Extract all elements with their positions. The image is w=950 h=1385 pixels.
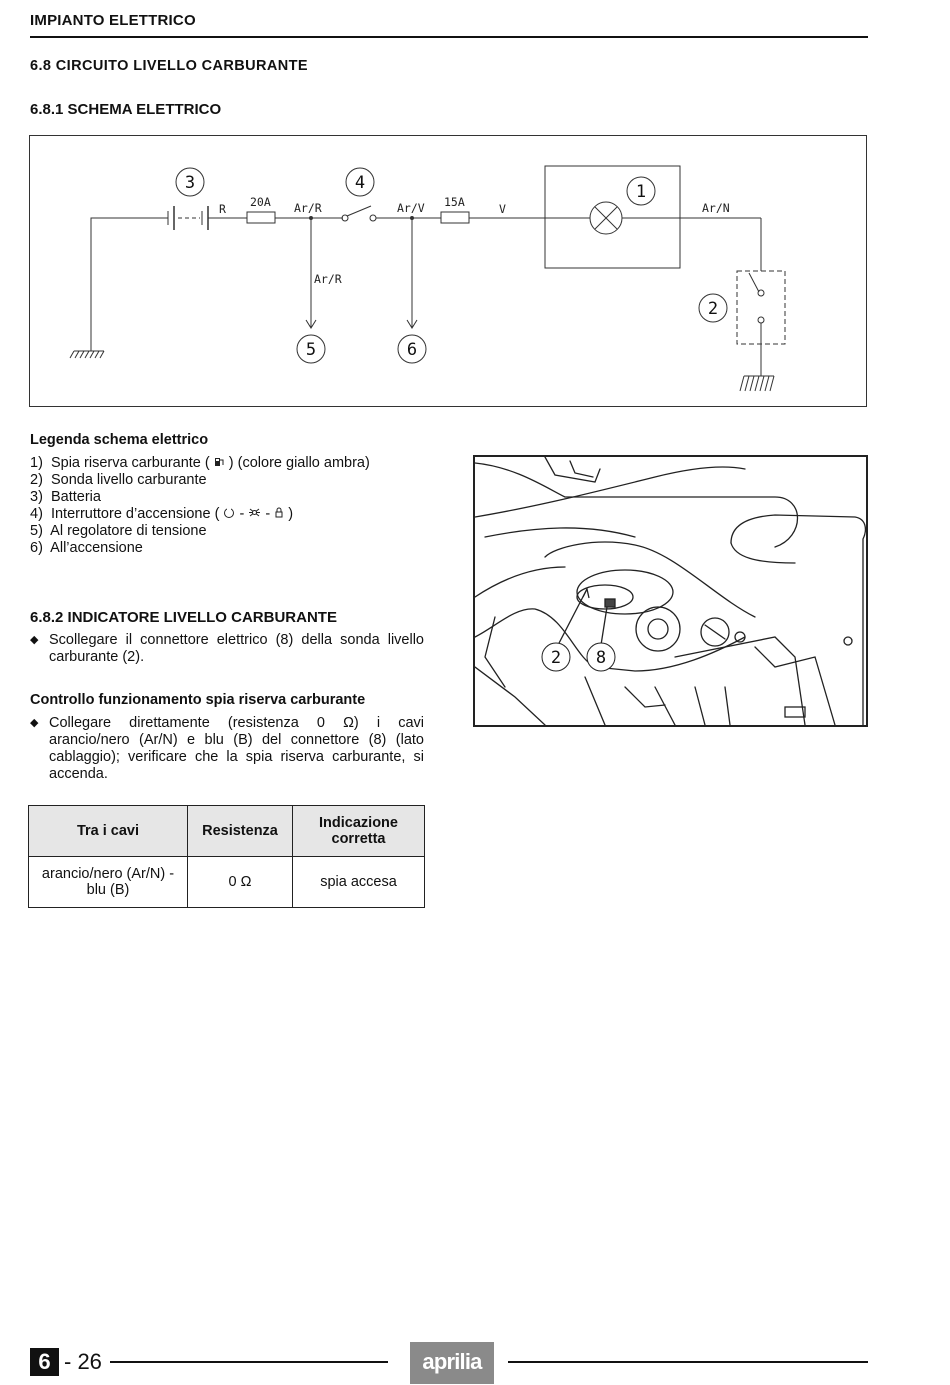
table-row	[29, 857, 425, 908]
photo-callout-8: 8	[595, 648, 607, 668]
legend-item: 6) All’accensione	[30, 540, 143, 556]
junction-dot	[309, 216, 313, 220]
wire-label-r: R	[219, 202, 226, 216]
legend-item: 1) Spia riserva carburante ( ) (colore giallo ambra)	[30, 455, 370, 471]
photo-callout-2: 2	[550, 648, 562, 668]
bullet-diamond-icon: ◆	[30, 717, 39, 729]
legend-item: 5) Al regolatore di tensione	[30, 523, 207, 539]
callout-3: 3	[184, 173, 196, 193]
lock-icon	[274, 506, 284, 523]
table-cell: arancio/nero (Ar/N) - blu (B)	[29, 857, 188, 908]
table-cell: spia accesa	[293, 857, 425, 908]
footer-divider-left	[110, 1361, 388, 1363]
junction-dot	[410, 216, 414, 220]
control-title: Controllo funzionamento spia riserva carburante	[30, 692, 366, 708]
legend-title: Legenda schema elettrico	[30, 432, 209, 448]
resistance-table	[28, 805, 425, 908]
instruction-bullet: ◆ Scollegare il connettore elettrico (8) della sonda livello carburante (2).	[30, 632, 424, 665]
wire-label-ar-r-branch: Ar/R	[314, 272, 342, 286]
header-divider	[30, 36, 868, 38]
key-on-icon	[248, 506, 261, 523]
key-off-icon	[223, 506, 235, 523]
subsection-title-indicator: 6.8.2 INDICATORE LIVELLO CARBURANTE	[30, 609, 337, 626]
legend-item: 4) Interruttore d’accensione ( - - )	[30, 506, 294, 522]
legend-list	[30, 455, 370, 557]
fuel-pump-icon	[214, 455, 225, 472]
subsection-title-schema: 6.8.1 SCHEMA ELETTRICO	[30, 101, 222, 118]
fuse-label-15a: 15A	[444, 195, 465, 209]
brand-logo: aprilia	[410, 1342, 494, 1384]
table-header-cell: Tra i cavi	[29, 806, 188, 857]
callout-4: 4	[354, 173, 366, 193]
legend-item: 2) Sonda livello carburante	[30, 472, 207, 488]
instruction-bullet: ◆ Collegare direttamente (resistenza 0 Ω) i cavi arancio/nero (Ar/N) e blu (B) del connettore (8) (lato cablaggio); verificare che la spia riserva carburante, si accenda.	[30, 715, 424, 782]
callout-5: 5	[305, 340, 317, 360]
wire-label-v: V	[499, 202, 506, 216]
table-header-cell: Indicazione corretta	[293, 806, 425, 857]
callout-1: 1	[635, 182, 647, 202]
wiring-diagram	[29, 135, 867, 407]
legend-item: 3) Batteria	[30, 489, 101, 505]
table-header-cell: Resistenza	[188, 806, 293, 857]
callout-6: 6	[406, 340, 418, 360]
footer-divider-right	[508, 1361, 868, 1363]
page-number: - 26	[64, 1349, 102, 1374]
chapter-number-badge: 6	[30, 1348, 59, 1376]
wire-label-ar-v: Ar/V	[397, 201, 425, 215]
component-illustration	[473, 455, 868, 727]
table-cell: 0 Ω	[188, 857, 293, 908]
header-title: IMPIANTO ELETTRICO	[30, 12, 196, 29]
table-header-row	[29, 806, 425, 857]
section-title: 6.8 CIRCUITO LIVELLO CARBURANTE	[30, 58, 308, 74]
callout-2: 2	[707, 299, 719, 319]
wire-label-ar-r: Ar/R	[294, 201, 322, 215]
wire-label-ar-n: Ar/N	[702, 201, 730, 215]
fuse-label-20a: 20A	[250, 195, 271, 209]
bullet-diamond-icon: ◆	[30, 634, 39, 646]
